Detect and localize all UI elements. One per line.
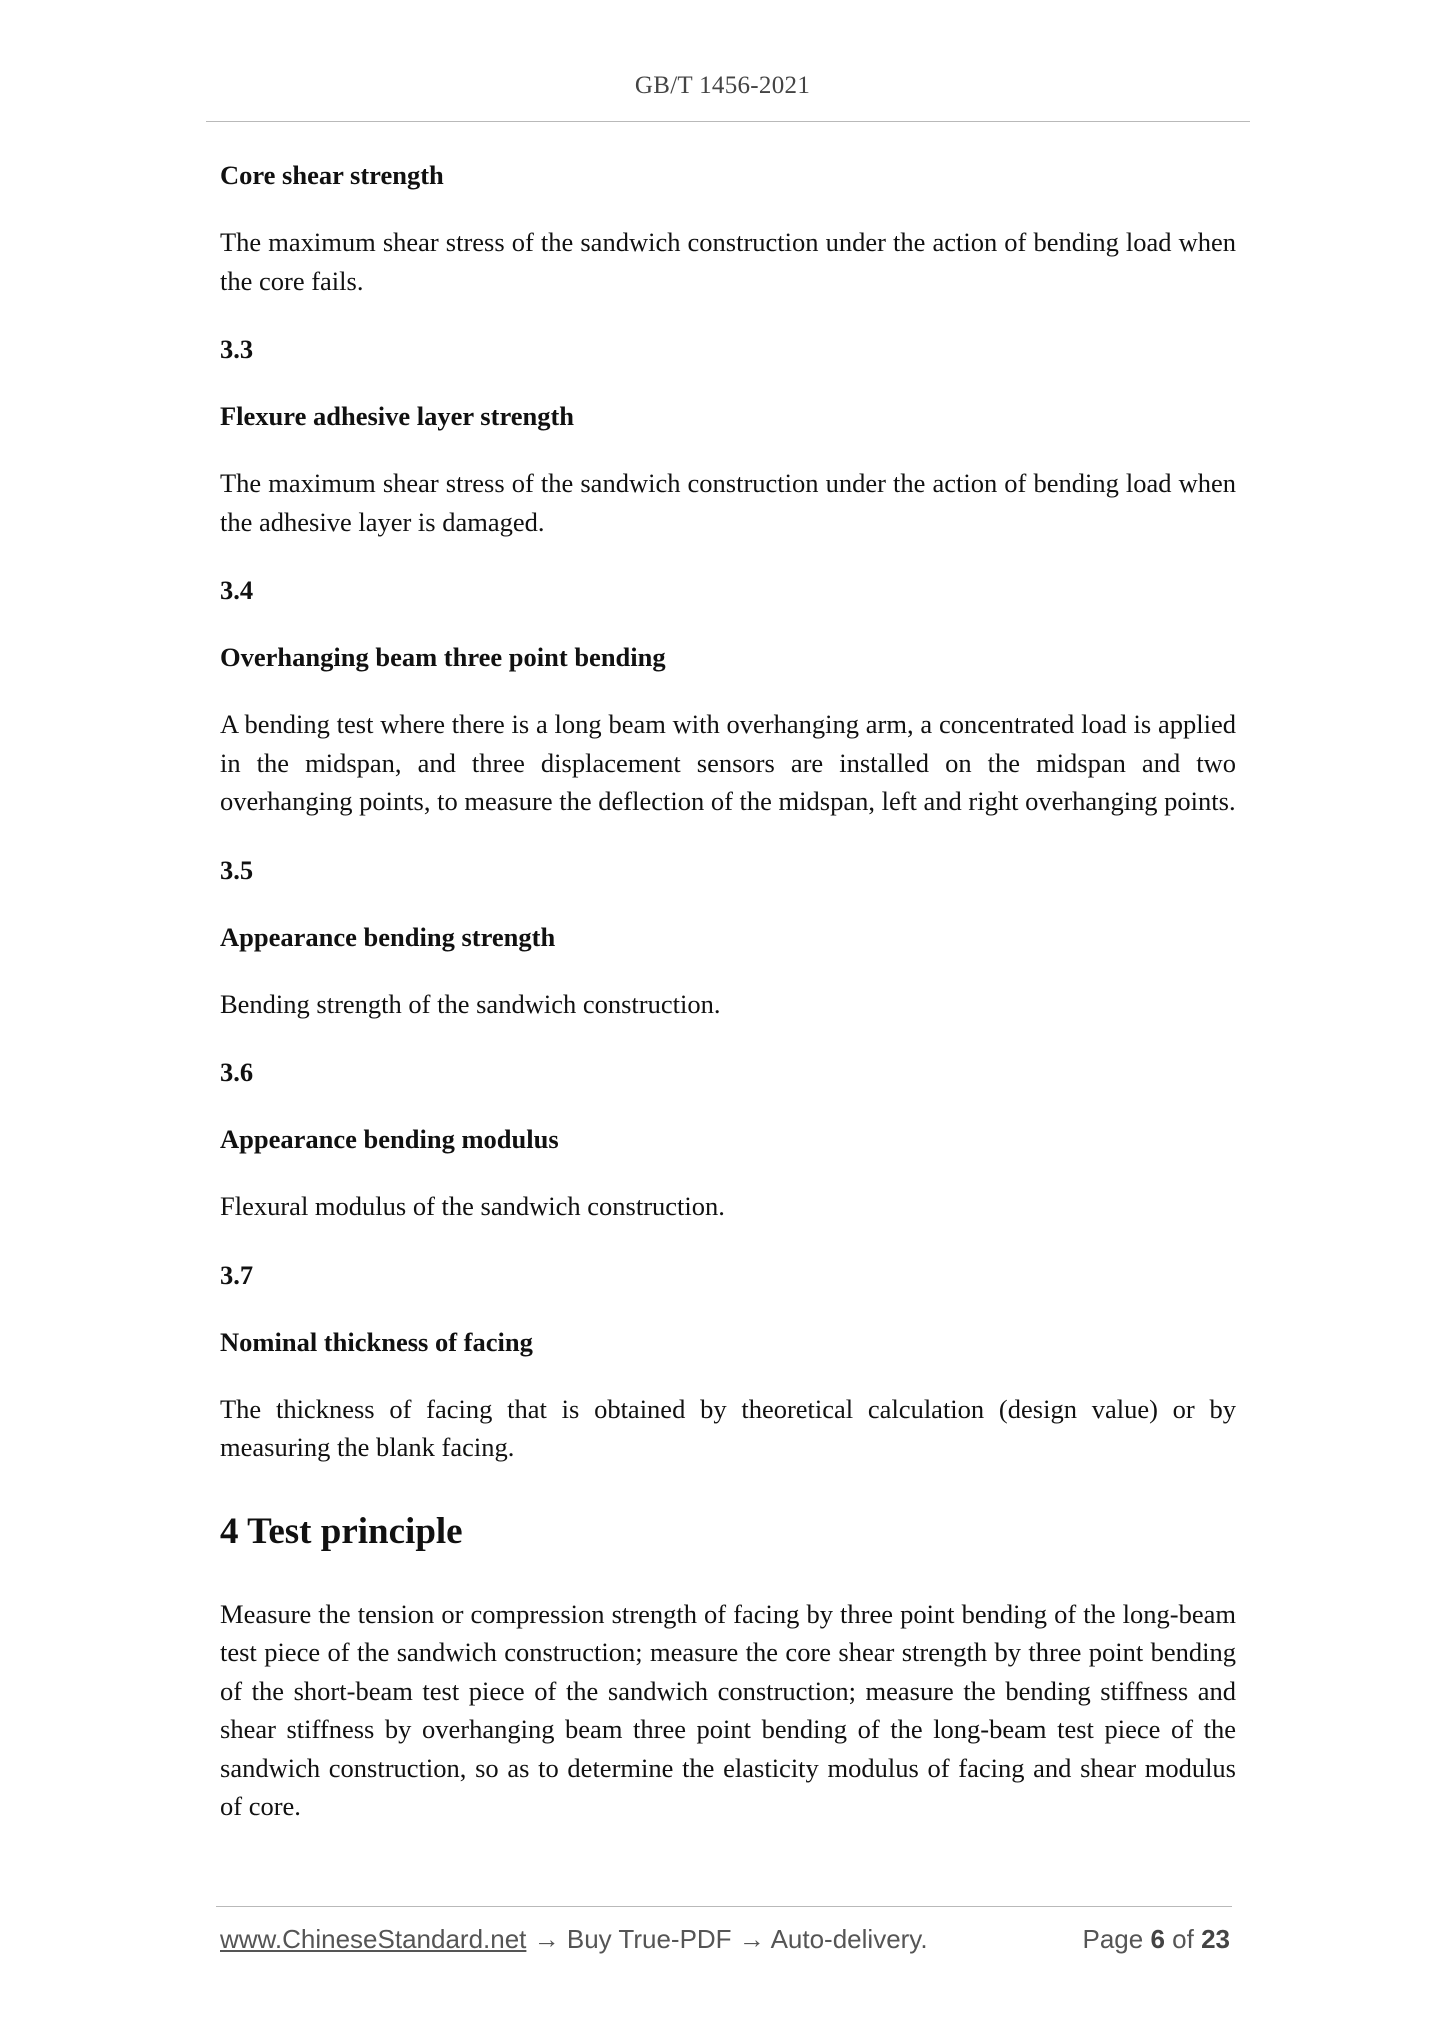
term-title: Flexure adhesive layer strength [220,401,575,431]
clause-number: 3.7 [220,1259,254,1290]
website-link[interactable]: www.ChineseStandard.net [220,1924,527,1954]
term-definition: The maximum shear stress of the sandwich construction under the action of bending load when the adhesive layer is damaged. [220,468,1236,537]
term-title: Core shear strength [220,160,444,190]
term-definition: Flexural modulus of the sandwich construction. [220,1191,725,1221]
clause-number: 3.3 [220,334,254,364]
page-current: 6 [1150,1924,1165,1954]
clause-number: 3.4 [220,575,254,605]
term-definition: Bending strength of the sandwich construction. [220,988,721,1019]
term-definition: The maximum shear stress of the sandwich construction under the action of bending load when the core fails. [220,227,1236,296]
document-body [220,156,1236,1826]
header-divider [206,121,1250,122]
term-title: Appearance bending strength [220,921,556,952]
term-title: Overhanging beam three point bending [220,642,666,672]
page-indicator [1082,1924,1230,1955]
term-title: Nominal thickness of facing [220,1326,533,1357]
section-heading: 4 Test principle [220,1510,463,1552]
clause-number: 3.5 [220,854,254,885]
footer-promo [220,1924,928,1955]
page-of-label: of [1172,1924,1194,1954]
section-paragraph: Measure the tension or compression strength of facing by three point bending of the long-beam test piece of the sandwich construction; measure the core shear strength by three point bending of the short-beam test piece of the sandwich construction; measure the bending stiffness and shear stiffness by overhanging beam three point bending of the long-beam test piece of the sandwich construction, so as to determine the elasticity modulus of facing and shear modulus of core. [220,1598,1236,1821]
footer-divider [216,1906,1232,1907]
page-total: 23 [1201,1924,1230,1954]
clause-number: 3.6 [220,1057,254,1087]
term-title: Appearance bending modulus [220,1124,559,1154]
page-label: Page [1082,1924,1144,1954]
term-definition: A bending test where there is a long beam with overhanging arm, a concentrated load is applied in the midspan, and three displacement sensors are installed on the midspan and two overhanging points, to measure the deflection of the midspan, left and right overhanging points. [220,709,1236,816]
document-header-title: GB/T 1456-2021 [634,72,811,99]
footer-promo-text: → Buy True-PDF → Auto-delivery. [526,1924,928,1954]
term-definition: The thickness of facing that is obtained by theoretical calculation (design value) or by measuring the blank facing. [220,1393,1236,1462]
